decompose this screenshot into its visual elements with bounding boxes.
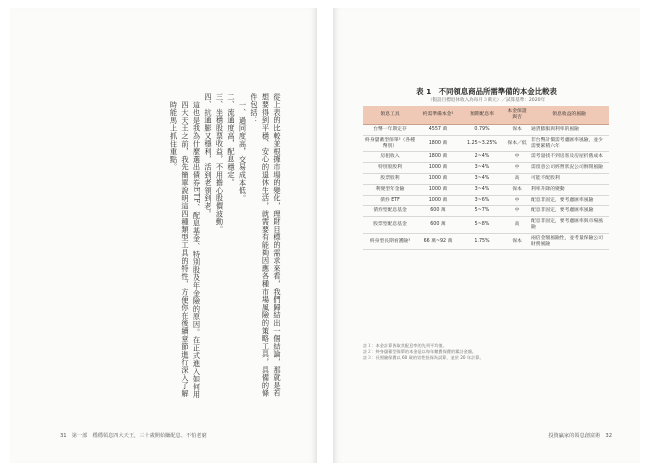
condition-item-4: 四、抗通膨又穩利，活到老領到老。	[204, 93, 213, 218]
cell-risk: 需留意公司經營狀況公司倒閉風險	[529, 163, 609, 174]
cell-guarantee: 保本／低	[505, 135, 529, 152]
note-3: 註３：長照險保費以 60 歲的男性投保為試算，並於 20 年計算。	[363, 355, 484, 361]
cell-principal: 1000 萬	[417, 184, 459, 195]
table-subtitle: （假設目標退休收入為每月３萬元）／試算基準：2020年	[427, 98, 546, 103]
cell-risk: 可能不配股利	[529, 173, 609, 184]
cell-guarantee: 中	[505, 195, 529, 206]
cell-tool: 房租收入	[363, 152, 417, 163]
cell-tool: 特別股股利	[363, 163, 417, 174]
table-row	[363, 135, 609, 152]
header-principal: 約需準備本金¹	[417, 106, 459, 125]
table-header-row	[363, 106, 609, 125]
table-row	[363, 125, 609, 136]
cell-tool: 股票股利	[363, 173, 417, 184]
left-footer: 31 第一部 穩穩領息四大天王，三十歲開始賺配息、不怕老窮	[60, 433, 207, 439]
cell-yield: 3~6%	[459, 195, 505, 206]
cell-guarantee: 中	[505, 206, 529, 217]
cell-yield: 5~7%	[459, 206, 505, 217]
cell-risk: 非台幣計價需考慮匯率風險，並少需要累積六年	[529, 135, 609, 152]
comparison-table	[363, 106, 609, 250]
cell-tool: 股票型配息基金	[363, 217, 417, 234]
cell-yield: 0.79%	[459, 125, 505, 136]
cell-yield: 3~4%	[459, 163, 505, 174]
condition-item-1: 一、過同度高，交易成本低。	[238, 101, 248, 203]
header-yield: 預期配息率	[459, 106, 505, 125]
right-page	[333, 8, 640, 463]
cell-principal: 1000 萬	[417, 195, 459, 206]
condition-item-3: 三、坐穩股票收益，不用擔心股價波動。	[215, 93, 225, 234]
cell-guarantee: 保本	[505, 125, 529, 136]
cell-guarantee: 保本	[505, 184, 529, 195]
cell-guarantee: 中	[505, 152, 529, 163]
cell-yield: 2~4%	[459, 152, 505, 163]
cell-tool: 台幣一年期定存	[363, 125, 417, 136]
cell-tool: 利變型年金險	[363, 184, 417, 195]
cell-yield: 3~4%	[459, 173, 505, 184]
cell-yield: 1.75%	[459, 233, 505, 250]
cell-risk: 配息非固定，要考慮匯率與市場風險	[529, 217, 609, 234]
header-risk: 領息收益的風險	[529, 106, 609, 125]
cell-tool: 終身型長期看護險³	[363, 233, 417, 250]
cell-risk: 兩倍金額風險性，並考量保險公司財務風險	[529, 233, 609, 250]
note-1: 註１：本金計算皆取其配息率的先列平均值。	[363, 343, 447, 348]
cell-principal: 1800 萬	[417, 135, 459, 152]
cell-risk: 利率升降的變動	[529, 184, 609, 195]
cell-yield: 1.25~3.25%	[459, 135, 505, 152]
left-page	[10, 8, 317, 463]
cell-yield: 5~8%	[459, 217, 505, 234]
table-row	[363, 195, 609, 206]
cell-risk: 配息非固定，要考慮匯率風險	[529, 195, 609, 206]
table-row	[363, 152, 609, 163]
cell-risk: 通貨膨脹與利率的風險	[529, 125, 609, 136]
table-notes	[363, 343, 613, 362]
header-tool: 領息工具	[363, 106, 417, 125]
condition-item-2: 二、流通度高，配息穩定。	[227, 93, 236, 187]
cell-principal: 600 萬	[417, 206, 459, 217]
table-row	[363, 217, 609, 234]
paragraph-conclusion: 從上表的比較並根據市場的變化，理財目標的需求來看，我們歸結出一個結論，那就是若想要得到平穩、安心的退休生活，就需要有能夠因應各種市場風險的策略工具，具備的條件包括：	[250, 93, 282, 398]
cell-guarantee: 高	[505, 217, 529, 234]
table-row	[363, 233, 609, 250]
cell-yield: 3~4%	[459, 184, 505, 195]
cell-principal: 1800 萬	[417, 152, 459, 163]
table-row	[363, 184, 609, 195]
right-footer: 投資贏家的領息創富術 32	[548, 433, 612, 439]
cell-guarantee: 中	[505, 163, 529, 174]
note-2: 註２：終身儲蓄型保單的本金是以每年繳費保費的累計金額。	[363, 349, 477, 355]
table-row	[363, 163, 609, 174]
cell-risk: 需考量找不到房客及房屋折舊成本	[529, 152, 609, 163]
cell-tool: 債券型配息基金	[363, 206, 417, 217]
table-title: 表 1 不同領息商品所需準備的本金比較表	[416, 87, 557, 96]
table-row	[363, 173, 609, 184]
vertical-body-text	[168, 93, 283, 403]
cell-principal: 4557 萬	[417, 125, 459, 136]
paragraph-explanation: 這也是我為什麼選出債券ETF、配息基金、特別股及年金險的原因。在正式進入如何用四大天王之前，我先簡單說明這四種類型工具的特性，方便你在後續章節進行深入了解時能馬上抓住重點。	[169, 101, 202, 399]
table-row	[363, 206, 609, 217]
cell-guarantee: 保本	[505, 233, 529, 250]
cell-principal: 600 萬	[417, 217, 459, 234]
cell-principal: 1000 萬	[417, 163, 459, 174]
cell-guarantee: 高	[505, 173, 529, 184]
cell-principal: 1000 萬	[417, 173, 459, 184]
cell-tool: 終身儲蓄型保單²（各種幣別）	[363, 135, 417, 152]
cell-risk: 配息非固定，要考慮匯率風險	[529, 206, 609, 217]
header-guarantee: 本金保證與否	[505, 106, 529, 125]
cell-tool: 債券 ETF	[363, 195, 417, 206]
cell-principal: 66 萬~92 萬	[417, 233, 459, 250]
